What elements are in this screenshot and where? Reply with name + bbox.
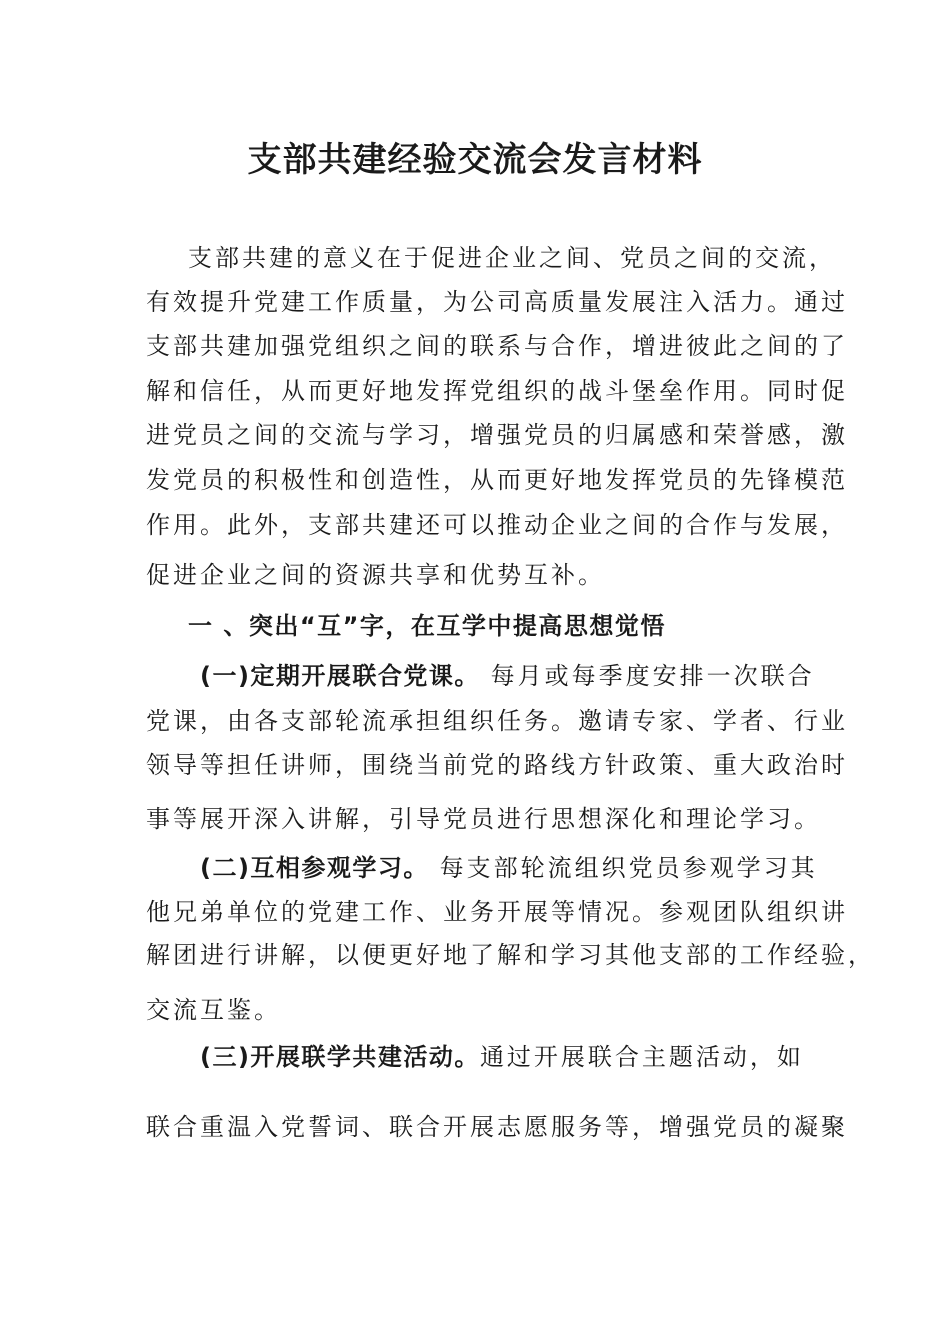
item-line: 联合重温入党誓词、联合开展志愿服务等，增强党员的凝聚 [146, 1113, 848, 1141]
intro-line: 支部共建加强党组织之间的联系与合作，增进彼此之间的了 [146, 332, 848, 360]
intro-line: 支部共建的意义在于促进企业之间、党员之间的交流， [188, 244, 836, 272]
item-label: (三)开展联学共建活动。 [200, 1043, 480, 1071]
item-line: 事等展开深入讲解，引导党员进行思想深化和理论学习。 [146, 805, 821, 833]
item-first-line [200, 853, 818, 883]
intro-line: 作用。此外，支部共建还可以推动企业之间的合作与发展， [146, 511, 848, 539]
item-first-line [200, 661, 815, 691]
item-text: 通过开展联合主题活动，如 [479, 1043, 804, 1071]
item-line: 党课，由各支部轮流承担组织任务。邀请专家、学者、行业 [146, 707, 848, 735]
document-title: 支部共建经验交流会发言材料 [247, 140, 703, 180]
intro-line: 发党员的积极性和创造性，从而更好地发挥党员的先锋模范 [146, 466, 848, 494]
item-line: 他兄弟单位的党建工作、业务开展等情况。参观团队组织讲 [146, 898, 848, 926]
item-text: 每月或每季度安排一次联合 [479, 662, 815, 690]
intro-line: 促进企业之间的资源共享和优势互补。 [146, 561, 605, 589]
item-line: 领导等担任讲师，围绕当前党的路线方针政策、重大政治时 [146, 751, 848, 779]
item-label: (一)定期开展联合党课。 [200, 662, 480, 690]
item-text: 每支部轮流组织党员参观学习其 [428, 854, 818, 882]
intro-line: 有效提升党建工作质量，为公司高质量发展注入活力。通过 [146, 288, 848, 316]
item-label: (二)互相参观学习。 [200, 854, 429, 882]
item-line: 交流互鉴。 [146, 996, 281, 1024]
item-first-line [200, 1042, 804, 1072]
item-line: 解团进行讲解，以便更好地了解和学习其他支部的工作经验， [146, 941, 875, 969]
intro-line: 进党员之间的交流与学习，增强党员的归属感和荣誉感，激 [146, 421, 848, 449]
section-heading: 一 、突出“互”字，在互学中提高思想觉悟 [188, 612, 666, 640]
intro-line: 解和信任，从而更好地发挥党组织的战斗堡垒作用。同时促 [146, 377, 848, 405]
